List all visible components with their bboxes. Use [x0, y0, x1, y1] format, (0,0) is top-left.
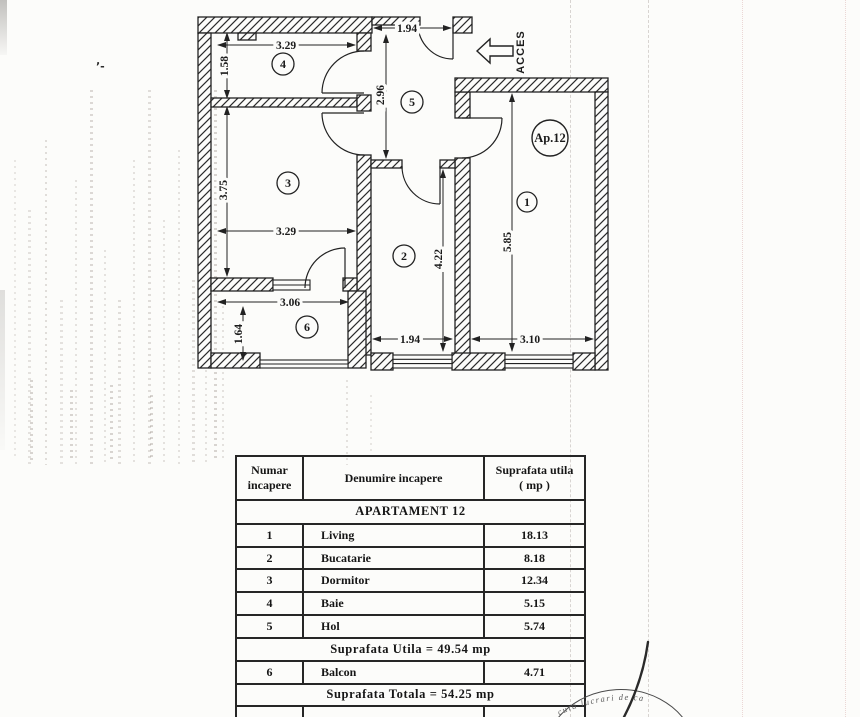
dim-bedroom-width: 3.29	[275, 226, 297, 238]
balcony-row: 6 Balcon 4.71	[236, 661, 585, 684]
dim-bedroom-height: 3.75	[218, 179, 230, 201]
table-row: 1 Living 18.13	[236, 524, 585, 547]
dim-hall-height: 2.96	[375, 84, 387, 106]
total-row	[236, 684, 585, 706]
floor-plan	[190, 8, 620, 386]
dim-entry-width: 1.94	[396, 23, 418, 35]
room-circle-balcony	[296, 316, 318, 338]
dim-living-height: 5.85	[502, 231, 514, 253]
header-denumire-incapere: Denumire incapere	[303, 456, 484, 500]
partial-cut-row	[236, 706, 585, 717]
table-row: 3 Dormitor 12.34	[236, 569, 585, 592]
living-window	[505, 355, 573, 368]
room-circle-living	[517, 192, 537, 212]
apartment-title: APARTAMENT 12	[236, 500, 585, 524]
access-arrow-icon	[477, 39, 513, 63]
suprafata-utila-total: Suprafata Utila = 49.54 mp	[236, 638, 585, 661]
kitchen-window	[393, 355, 452, 368]
suprafata-totala: Suprafata Totala = 54.25 mp	[236, 684, 585, 706]
svg-text:2: 2	[401, 249, 407, 263]
svg-text:Ap.12: Ap.12	[534, 131, 566, 145]
room-circle-bath	[272, 53, 294, 75]
signature-stroke	[610, 638, 660, 717]
walls	[198, 17, 608, 370]
room-circle-hall	[401, 91, 423, 113]
dim-living-width: 3.10	[519, 334, 541, 346]
svg-text:6: 6	[304, 320, 310, 334]
svg-text:5: 5	[409, 95, 415, 109]
dim-balcony-height: 1.64	[233, 323, 245, 345]
table-header-row	[236, 456, 585, 500]
apartment-badge	[532, 120, 568, 156]
subtotal-row	[236, 638, 585, 661]
svg-text:3: 3	[285, 176, 291, 190]
room-circle-bedroom	[277, 172, 299, 194]
entrance-door	[418, 24, 453, 59]
bath-door	[322, 51, 364, 93]
margin-mark: ʼ-	[96, 60, 105, 73]
balcony-door	[305, 248, 345, 288]
svg-text:4: 4	[280, 57, 286, 71]
section-title-row	[236, 500, 585, 524]
dimension-labels	[218, 23, 540, 346]
svg-text:1: 1	[524, 195, 530, 209]
dim-kitchen-width: 1.94	[399, 334, 421, 346]
living-door	[462, 118, 502, 158]
kitchen-door	[402, 166, 440, 204]
svg-text:cuta lucrari de ca: cuta lucrari de ca	[555, 691, 646, 717]
dim-bath-height: 1.58	[219, 55, 231, 77]
table-row: 2 Bucatarie 8.18	[236, 547, 585, 569]
balcony-sill	[273, 280, 310, 290]
dim-bath-width: 3.29	[275, 40, 297, 52]
room-circle-kitchen	[393, 245, 415, 267]
table-row: 5 Hol 5.74	[236, 615, 585, 638]
room-labels	[272, 53, 568, 338]
dim-kitchen-height: 4.22	[433, 248, 445, 270]
bedroom-door	[322, 113, 364, 155]
dim-balcony-width: 3.06	[279, 297, 301, 309]
header-numar-incapere: Numar incapere	[236, 456, 303, 500]
access-indicator	[477, 30, 527, 74]
table-row: 4 Baie 5.15	[236, 592, 585, 615]
balcony-rail	[260, 360, 348, 368]
areas-table	[235, 455, 586, 717]
header-suprafata-utila: Suprafata utila ( mp )	[484, 456, 585, 500]
access-label: ACCES	[515, 30, 527, 74]
